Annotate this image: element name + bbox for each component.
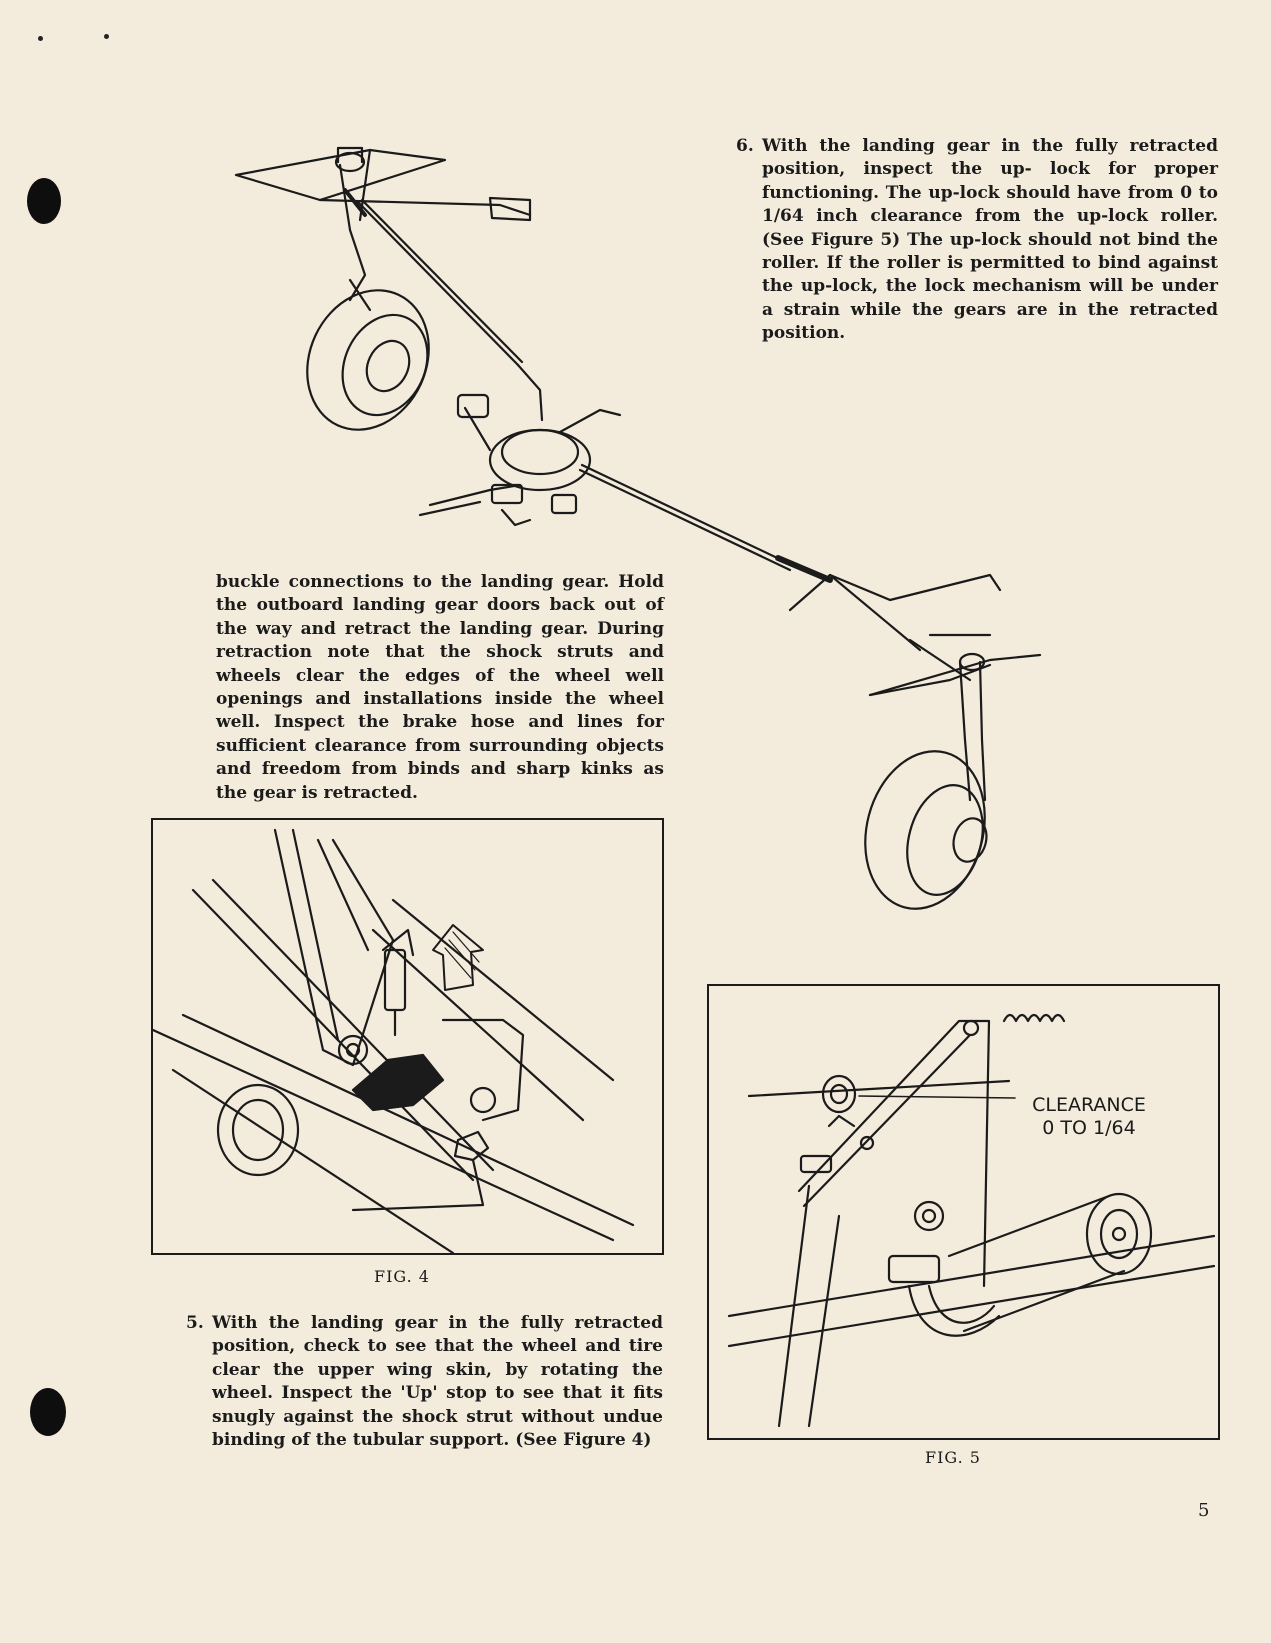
page-number: 5 — [1198, 1500, 1210, 1521]
step-5-number: 5. — [186, 1313, 204, 1333]
figure-4-caption: FIG. 4 — [374, 1267, 430, 1286]
figure-4-illustration — [153, 820, 662, 1253]
step-6-text: With the landing gear in the fully retracted position, inspect the up- lock for proper functioning. The up-lock should have from 0 to 1/64 inch clearance from the up-lock roller. (See Figure 5) The up-lock should not bind the roller. If the roller is permitted to bind against the up-lock, the lock mechanism will be under a strain while the gears are in the retracted position. — [762, 136, 1218, 344]
figure-5-box — [707, 984, 1220, 1440]
clearance-callout-line1: CLEARANCE — [1032, 1094, 1146, 1116]
figure-4-box — [151, 818, 664, 1255]
continuation-text: buckle connections to the landing gear. Hold the outboard landing gear doors back out of the way and retract the landing gear. During retraction note that the shock struts and wheels clear the edges of the wheel well openings and installations inside the wheel well. Inspect the brake hose and lines for sufficient clearance from surrounding objects and freedom from binds and sharp kinks as the gear is retracted. — [216, 572, 664, 803]
figure-5-illustration — [709, 986, 1218, 1438]
clearance-callout-line2: 0 TO 1/64 — [1042, 1117, 1136, 1139]
speck — [104, 34, 109, 39]
figure-5-caption: FIG. 5 — [925, 1448, 981, 1467]
clearance-callout — [1014, 1094, 1164, 1140]
step-5-paragraph — [186, 1312, 663, 1452]
step-6-number: 6. — [736, 136, 754, 156]
step-5-text: With the landing gear in the fully retracted position, check to see that the wheel and tire clear the upper wing skin, by rotating the wheel. Inspect the 'Up' stop to see that it fits snugly against the shock strut without undue binding of the tubular support. (See Figure 4) — [212, 1313, 663, 1451]
speck — [38, 36, 43, 41]
binder-hole-top — [27, 178, 61, 224]
binder-hole-bottom — [30, 1388, 66, 1436]
